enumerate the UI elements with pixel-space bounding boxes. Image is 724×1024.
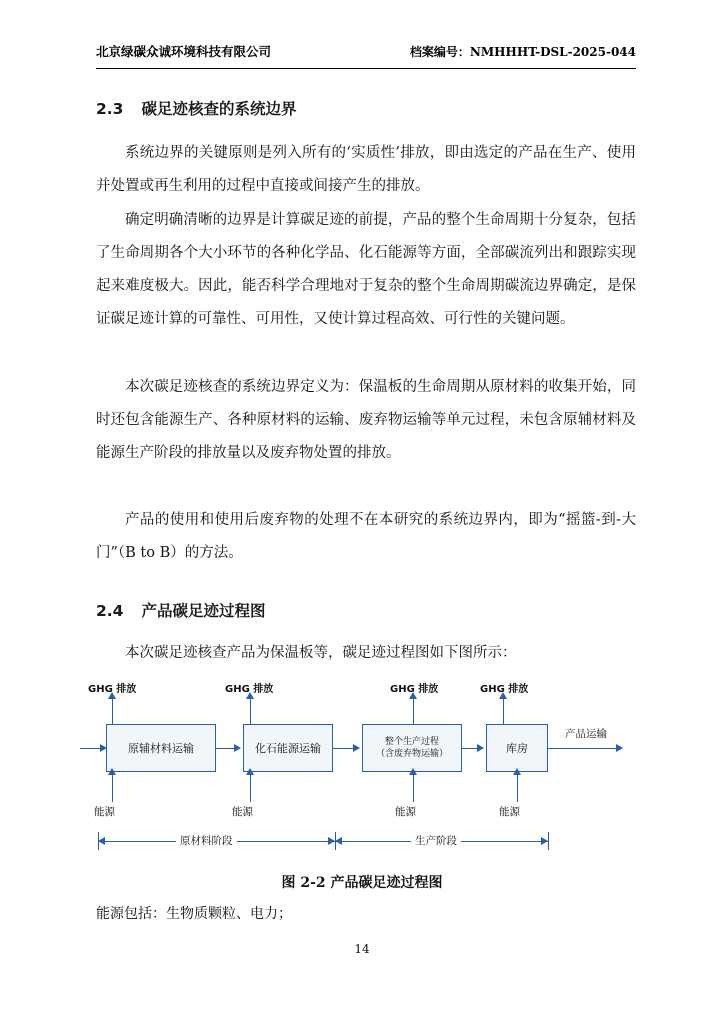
energy-arrow-4-icon — [513, 768, 521, 775]
process-box-production — [362, 724, 462, 772]
energy-line-3 — [413, 772, 414, 802]
input-line — [80, 748, 102, 749]
ghg-arrow-3-icon — [409, 692, 417, 699]
figure-caption: 图 2-2 产品碳足迹过程图 — [281, 875, 443, 891]
paragraph-2-3-4: 产品的使用和使用后废弃物的处理不在本研究的系统边界内，即为“摇篮-到-大门”（B to B）的方法。 — [96, 512, 636, 561]
stage-bar-2-arrow-right-icon — [541, 837, 548, 845]
ghg-line-3 — [413, 698, 414, 724]
paragraph-2-3-1: 系统边界的关键原则是列入所有的‘实质性’排放，即由选定的产品在生产、使用并处置或再生利用的过程中直接或间接产生的排放。 — [96, 145, 636, 194]
stage-bar-1-arrow-left-icon — [98, 837, 105, 845]
heading-2-3-number: 2.3 — [96, 100, 124, 118]
process-box-4-label: 库房 — [506, 741, 528, 755]
connector-3-4-arrow-icon — [477, 744, 484, 752]
stage-bar-1-arrow-right-icon — [328, 837, 335, 845]
ghg-arrow-4-icon — [499, 692, 507, 699]
process-box-2-label: 化石能源运输 — [255, 741, 321, 755]
heading-2-4-title: 产品碳足迹过程图 — [141, 602, 266, 620]
energy-label-2: 能源 — [232, 806, 253, 818]
header-divider — [96, 68, 636, 69]
connector-2-3 — [333, 748, 355, 749]
process-box-1-label: 原辅材料运输 — [128, 741, 194, 755]
output-line — [548, 748, 618, 749]
ghg-arrow-1-icon — [108, 692, 116, 699]
heading-2-3 — [96, 97, 296, 119]
ghg-label-2: GHG 排放 — [225, 684, 274, 695]
process-flow-diagram — [80, 676, 650, 876]
stage-bar-2-arrow-left-icon — [335, 837, 342, 845]
stage-tick-right — [548, 832, 549, 850]
header-doc-id — [410, 43, 636, 60]
process-box-warehouse — [486, 724, 548, 772]
header-company: 北京绿碳众诚环境科技有限公司 — [96, 44, 272, 59]
paragraph-2-3-2: 确定明确清晰的边界是计算碳足迹的前提，产品的整个生命周期十分复杂，包括了生命周期各个大小环节的各种化学品、化石能源等方面，全部碳流列出和跟踪实现起来难度极大。因此，能否科学合理地对于复杂的整个生命周期碳流边界确定，是保证碳足迹计算的可靠性、可用性，又使计算过程高效、可行性的关键问题。 — [96, 212, 636, 327]
stage-label-production: 生产阶段 — [411, 833, 461, 848]
ghg-label-4: GHG 排放 — [480, 684, 529, 695]
paragraph-2-3-3: 本次碳足迹核查的系统边界定义为：保温板的生命周期从原材料的收集开始，同时还包含能源生产、各种原材料的运输、废弃物运输等单元过程，未包含原辅材料及能源生产阶段的排放量以及废弃物处置的排放。 — [96, 379, 636, 461]
process-box-3-label-line1: 整个生产过程 — [384, 737, 439, 747]
energy-line-1 — [112, 772, 113, 802]
header-doc-label: 档案编号： — [409, 45, 470, 59]
process-box-fossil-energy-transport — [243, 724, 333, 772]
output-arrow-icon — [616, 744, 623, 752]
process-box-3-label-line2: （含废弃物运输） — [375, 749, 448, 759]
ghg-line-2 — [250, 698, 251, 724]
heading-2-4-number: 2.4 — [96, 602, 124, 620]
connector-1-2 — [216, 748, 236, 749]
ghg-label-3: GHG 排放 — [390, 684, 439, 695]
header-doc-number: NMHHHT-DSL-2025-044 — [469, 45, 636, 59]
paragraph-2-4-1: 本次碳足迹核查产品为保温板等，碳足迹过程图如下图所示： — [125, 645, 517, 661]
heading-2-3-title: 碳足迹核查的系统边界 — [141, 100, 297, 118]
energy-label-3: 能源 — [395, 806, 416, 818]
energy-label-4: 能源 — [499, 806, 520, 818]
energy-arrow-2-icon — [246, 768, 254, 775]
connector-2-3-arrow-icon — [353, 744, 360, 752]
page-number: 14 — [354, 942, 370, 956]
footnote-energy-sources: 能源包括：生物质颗粒、电力； — [96, 906, 292, 922]
energy-arrow-3-icon — [409, 768, 417, 775]
output-label: 产品运输 — [565, 728, 607, 740]
ghg-arrow-2-icon — [246, 692, 254, 699]
ghg-line-1 — [112, 698, 113, 724]
heading-2-4 — [96, 599, 265, 621]
ghg-label-1: GHG 排放 — [88, 684, 137, 695]
stage-label-raw-material: 原材料阶段 — [176, 833, 237, 848]
energy-line-2 — [250, 772, 251, 802]
energy-label-1: 能源 — [94, 806, 115, 818]
ghg-line-4 — [503, 698, 504, 724]
energy-line-4 — [517, 772, 518, 802]
energy-arrow-1-icon — [108, 768, 116, 775]
process-box-raw-material-transport — [106, 724, 216, 772]
connector-1-2-arrow-icon — [234, 744, 241, 752]
page-header — [96, 42, 636, 60]
